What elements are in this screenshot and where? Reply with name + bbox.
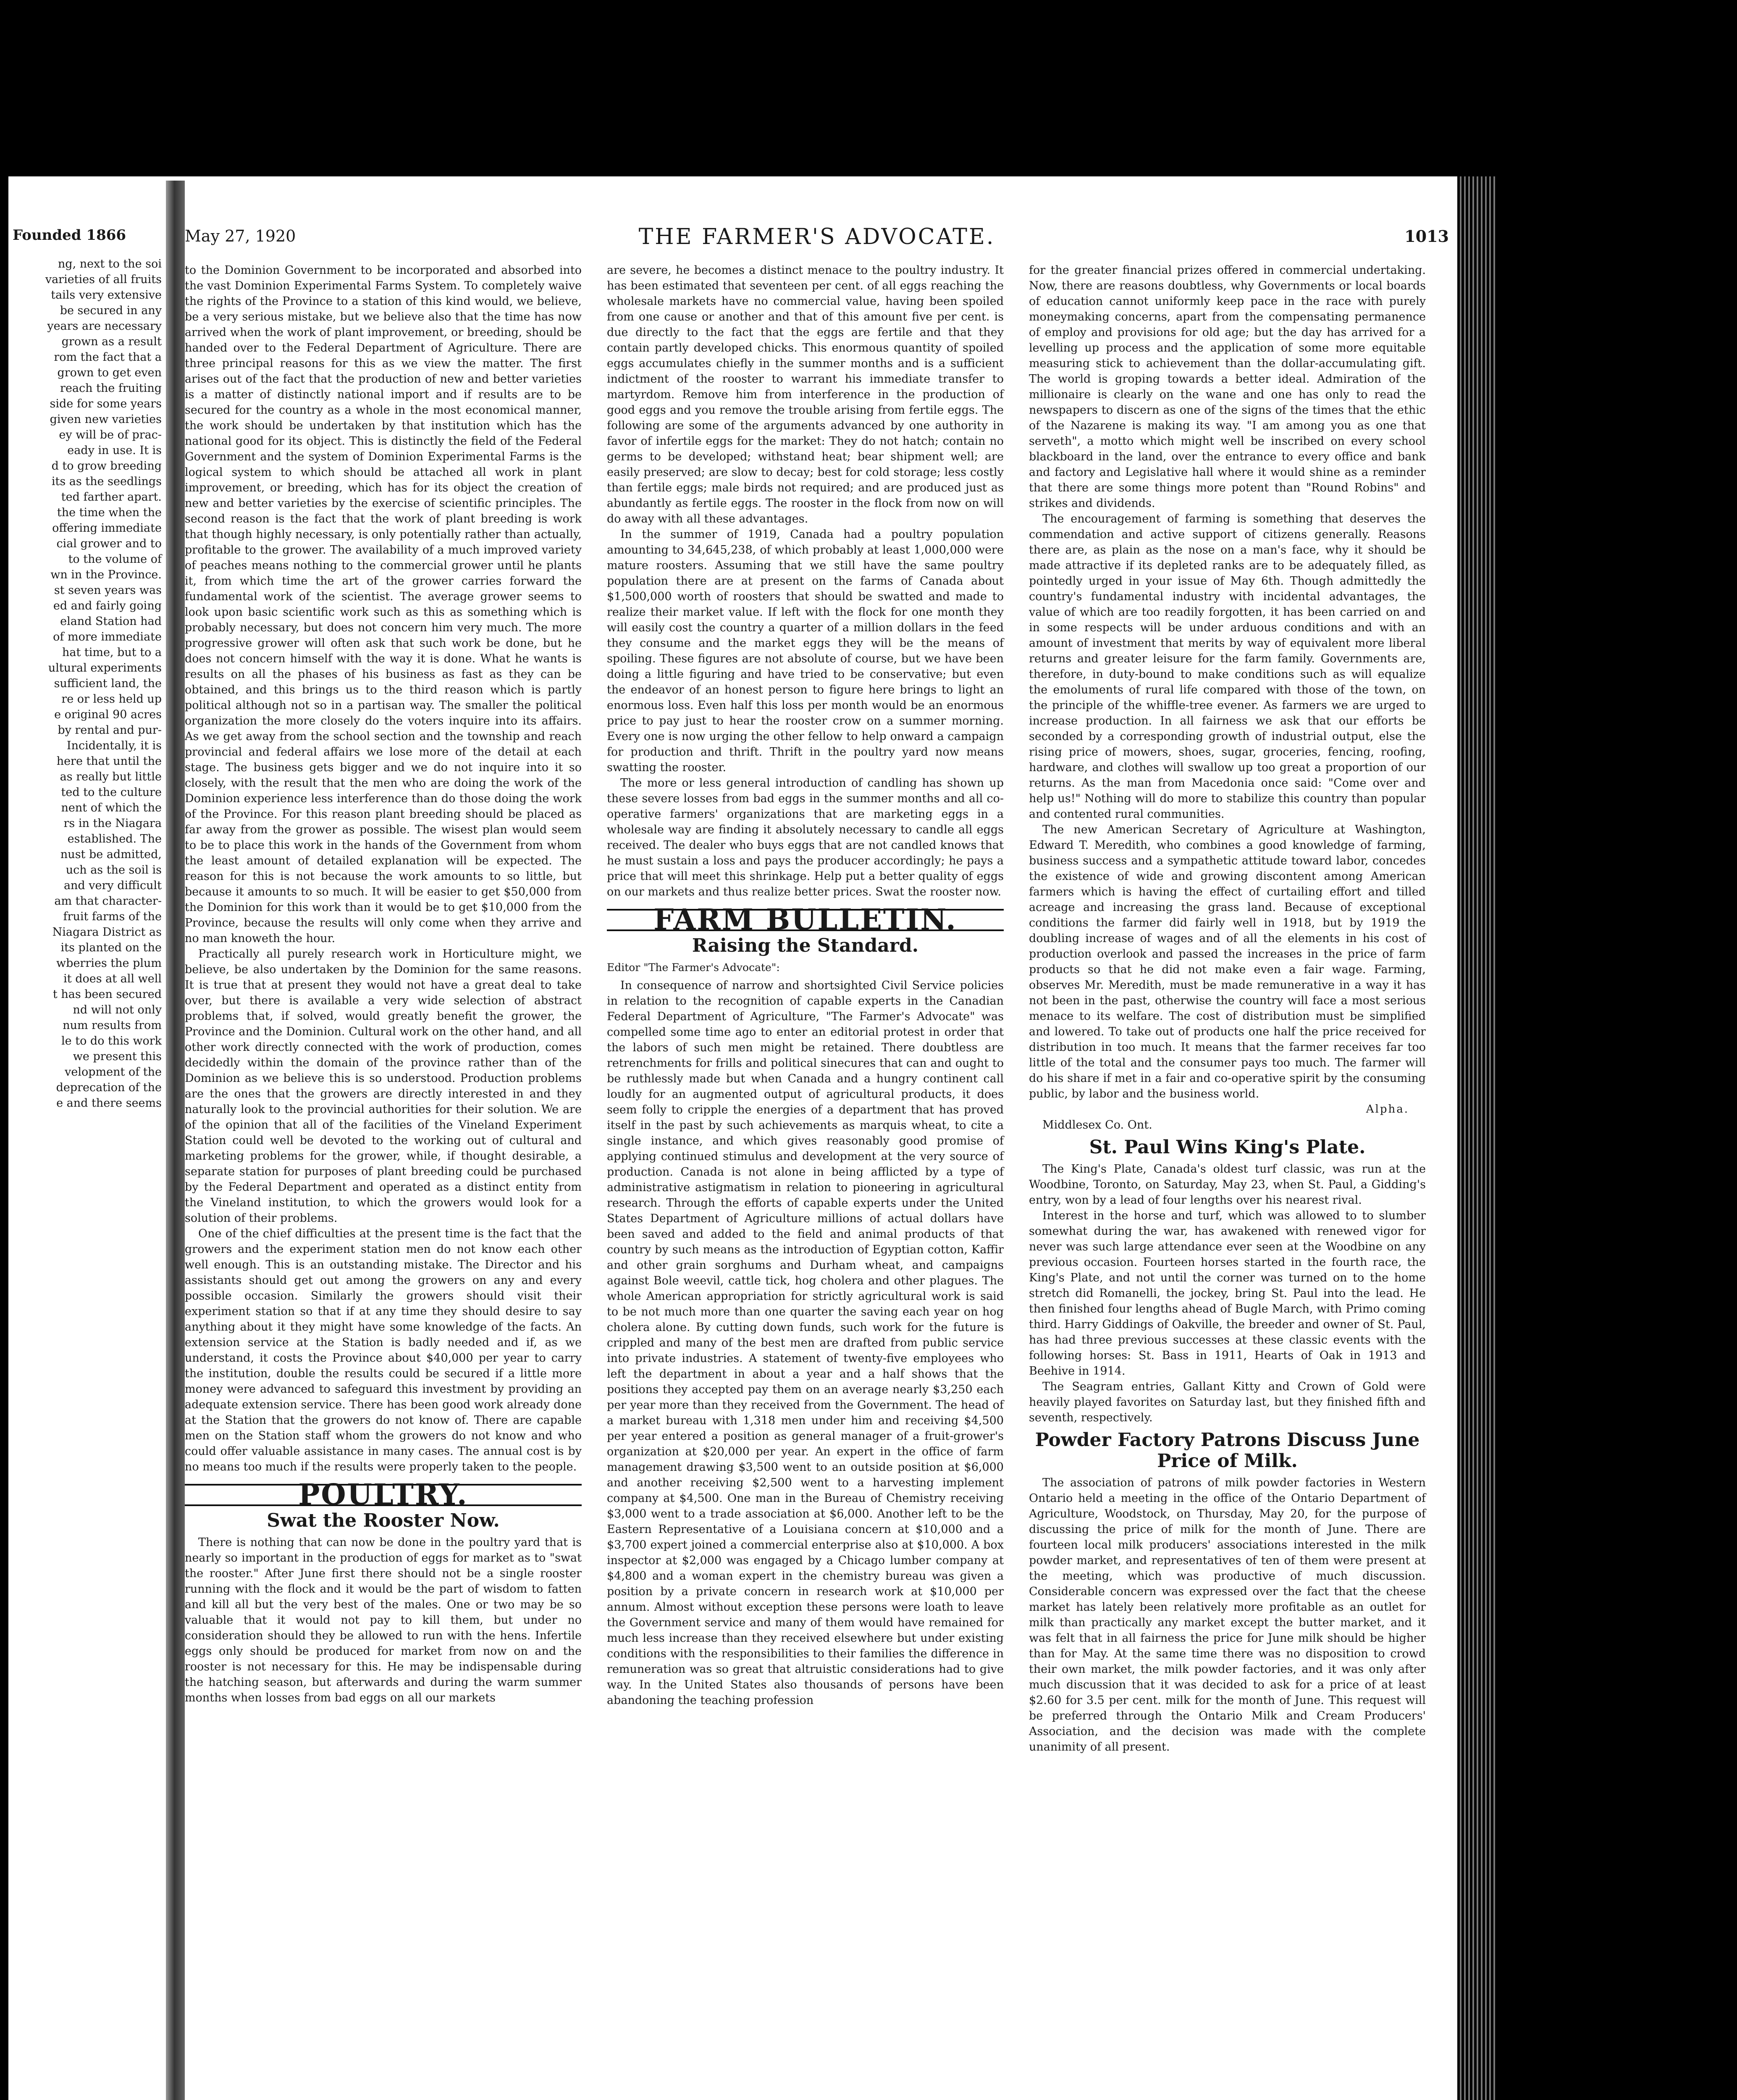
plant-breeding-editorial — [185, 262, 582, 1475]
page-number: 1013 — [1404, 227, 1449, 246]
paragraph: Practically all purely research work in Horticulture might, we believe, be also undertaken by the Dominion for the same reasons. It is true that at present they would not have a great deal to take over, but there is available a very wide selection of abstract problems that, if solved, would greatly benefit the grower, the Province and the Dominion. Cultural work on the other hand, and all other work directly connected with the work of production, comes decidedly within the domain of the province rather than of the Dominion as we believe this is so understood. Production problems are the ones that the growers are directly interested in and they naturally look to the provincial authorities for their solution. We are of the opinion that all of the facilities of the Vineland Experiment Station could well be devoted to the working out of cultural and marketing problems for the grower, while, if thought desirable, a separate station for purposes of plant breeding could be purchased by the Federal Department and operated as a distinct entity from the Vineland institution, to which the growers would look for a solution of their problems. — [185, 948, 582, 1225]
paragraph: The King's Plate, Canada's oldest turf classic, was run at the Woodbine, Toronto, on Saturday, May 23, when St. Paul, a Gidding's entry, won by a lead of four lengths over his nearest rival. — [1029, 1163, 1426, 1207]
paragraph: The association of patrons of milk powder factories in Western Ontario held a meeting in the office of the Ontario Department of Agriculture, Woodstock, on Thursday, May 20, for the purpose of discussing the price of milk for the month of June. There are fourteen local milk producers' associations interested in the milk powder market, and representatives of ten of them were present at the meeting, which was productive of much discussion. Considerable concern was expressed over the fact that the cheese market has lately been relatively more profitable as an outlet for milk than practically any market except the butter market, and it was felt that in all fairness the price for June milk should be higher than for May. At the same time there was no disposition to crowd their own market, the milk powder factories, and it was only after much discussion that it was decided to ask for a price of at least $2.60 for 3.5 per cent. milk for the month of June. This request will be preferred through the Ontario Milk and Cream Producers' Association, and the decision was made with the complete unanimity of all present. — [1029, 1476, 1426, 1754]
text-fragment: to the volume of — [68, 553, 162, 566]
text-fragment: velopment of the — [65, 1066, 162, 1079]
text-fragment: nd will not only — [73, 1003, 162, 1016]
page — [185, 181, 1457, 2100]
text-fragment: side for some years — [50, 397, 162, 410]
text-fragment: eland Station had — [60, 615, 162, 628]
column-2 — [607, 262, 1004, 1708]
text-fragment: be secured in any — [60, 304, 162, 317]
paragraph: for the greater financial prizes offered in commercial undertaking. Now, there are reasons doubtless, why Governments or local boards of education cannot uniformly keep pace in the race with purely moneymaking concerns, apart from the compensating permanence of employ and provisions for old age; but the day has arrived for a levelling up process and the application of some more equitable measuring stick to achievement than the dollar-accumulating gift. The world is groping towards a better ideal. Admiration of the millionaire is clearly on the wane and one has only to read the newspapers to discern as one of the signs of the times that the ethic of the Nazarene is making its way. "I am among you as one that serveth", a motto which might well be inscribed on every school blackboard in the land, over the entrance to every office and bank and factory and Legislative hall where it would shine as a reminder that there are some things more potent than "Round Robins" and strikes and dividends. — [1029, 264, 1426, 510]
text-fragment: years are necessary — [47, 320, 162, 333]
text-fragment: st seven years was — [54, 584, 162, 597]
article-heading: St. Paul Wins King's Plate. — [1089, 1137, 1366, 1158]
section-heading-farm-bulletin: FARM BULLETIN. — [607, 909, 1004, 931]
text-fragment: e original 90 acres — [54, 708, 162, 721]
text-fragment: its planted on the — [60, 941, 162, 954]
text-fragment: grown as a result — [61, 335, 162, 348]
text-fragment: t has been secured — [52, 988, 162, 1001]
left-page-fragment — [8, 181, 166, 2100]
paragraph: There is nothing that can now be done in the poultry yard that is nearly so important in the production of eggs for market as to "swat the rooster." After June first there should not be a single rooster running with the flock and it would be the part of wisdom to fatten and kill all but the very best of the males. One or two may be so valuable that it would not pay to kill them, but under no consideration should they be allowed to run with the hens. Infertile eggs only should be produced for market from now on and the rooster is not necessary for this. He may be indispensable during the hatching season, but afterwards and during the warm summer months when losses from bad eggs on all our markets — [185, 1536, 582, 1704]
article-heading: Raising the Standard. — [692, 935, 919, 956]
text-fragment: here that until the — [56, 755, 162, 768]
text-fragment: and very difficult — [63, 879, 162, 892]
paragraph: The Seagram entries, Gallant Kitty and Crown of Gold were heavily played favorites on Saturday last, but they finished fifth and seventh, respectively. — [1029, 1380, 1426, 1424]
text-fragment: rs in the Niagara — [63, 817, 162, 830]
text-fragment: ted farther apart. — [61, 491, 162, 504]
paragraph: Interest in the horse and turf, which was allowed to to slumber somewhat during the war, has awakened with renewed vigor for never was such large attendance ever seen at the Woodbine on any previous occasion. Fourteen horses started in the fourth race, the King's Plate, and not until the corner was turned on to the home stretch did Romanelli, the jockey, bring St. Paul into the lead. He then finished four lengths ahead of Bugle March, with Primo coming third. Harry Giddings of Oakville, the breeder and owner of St. Paul, has had three previous successes at these classic events with the following horses: St. Bass in 1911, Hearts of Oak in 1913 and Beehive in 1914. — [1029, 1209, 1426, 1378]
editor-salutation: Editor "The Farmer's Advocate": — [607, 961, 780, 974]
left-page-text — [8, 256, 166, 1111]
scan-border-right — [1495, 176, 1737, 2100]
article-heading: Powder Factory Patrons Discuss June Price of Milk. — [1035, 1429, 1420, 1472]
paragraph: are severe, he becomes a distinct menace to the poultry industry. It has been estimated that seventeen per cent. of all eggs reaching the wholesale markets have no commercial value, having been spoiled from one cause or another and that of this amount five per cent. is due directly to the fact that the eggs are fertile and that they contain partly developed chicks. This enormous quantity of spoiled eggs accumulates chiefly in the summer months and is a sufficient indictment of the rooster to warrant his immediate transfer to martyrdom. Remove him from interference in the production of good eggs and you remove the trouble arising from fertile eggs. The following are some of the arguments advanced by one authority in favor of infertile eggs for the market: They do not hatch; contain no germs to be developed; withstand heat; bear shipment well; are easily preserved; are slow to decay; best for cold storage; less costly than fertile eggs; male birds not required; and are produced just as abundantly as fertile eggs. The rooster in the flock from now on will do away with all these advantages. — [607, 264, 1004, 525]
scan-border-left — [0, 0, 8, 2100]
text-fragment: tails very extensive — [51, 289, 162, 302]
text-fragment: cial grower and to — [56, 537, 162, 550]
text-fragment: wn in the Province. — [50, 568, 162, 581]
paragraph: In the summer of 1919, Canada had a poultry population amounting to 34,645,238, of which probably at least 1,000,000 were mature roosters. Assuming that we still have the same poultry population there are at present on the farms of Canada about $1,500,000 worth of roosters that should be swatted and made to realize their market value. If left with the flock for one month they will easily cost the country a quarter of a million dollars in the feed they consume and the market eggs they will be the means of spoiling. These figures are not absolute of course, but we have been doing a little figuring and have tried to be conservative; but even the endeavor of an honest person to figure here brings to light an enormous loss. Even half this loss per month would be an enormous price to pay just to hear the rooster crow on a summer morning. Every one is now urging the other fellow to help onward a campaign for production and thrift. Thrift in the poultry yard now means swatting the rooster. — [607, 528, 1004, 774]
paragraph: to the Dominion Government to be incorporated and absorbed into the vast Dominion Experimental Farms System. To completely waive the rights of the Province to a station of this kind would, we believe, be a very serious mistake, but we believe also that the time has now arrived when the work of plant improvement, or breeding, should be handed over to the Federal Department of Agriculture. There are three principal reasons for this as we view the matter. The first arises out of the fact that the production of new and better varieties is a matter of distinctly national import and if results are to be secured for the country as a whole in the most economical manner, the work should be undertaken by that institution which has the national good for its object. This is distinctly the field of the Federal Government and the system of Dominion Experimental Farms is the logical system to which should be attached all work in plant improvement, or breeding, which has for its object the creation of new and better varieties by the exercise of scientific principles. The second reason is the fact that the work of plant breeding is work that though highly necessary, is only potentially rather than actually, profitable to the grower. The availability of a much improved variety of peaches means nothing to the commercial grower until he plants it, from which time the art of the grower carries forward the fundamental work of the scientist. The average grower seems to look upon basic scientific work such as this as something which is probably necessary, but does not concern him very much. The more progressive grower will often ask that such work be done, but he does not concern himself with the way it is done. What he wants is results on all the phases of his business as fast as they can be obtained, and this brings us to the third reason which is partly political although not so in a partisan way. The smaller the political organization the more closely do the voters inquire into its affairs. As we get away from the school section and the township and reach provincial and federal affairs we lose more of the detail at each stage. The business gets bigger and we do not inquire into it so closely, with the result that the men who are doing the work of the Dominion experience less interference than do those doing the work of the Province. For this reason plant breeding should be placed as far away from the grower as possible. The wisest plan would seem to be to place this work in the hands of the Government from whom the least amount of detailed explanation will be expected. The reason for this is not because the work amounts to so little, but because it amounts to so much. It will be easier to get $50,000 from the Dominion for this work than it would be to get $10,000 from the Province, because the results will only come when they arrive and no man knoweth the hour. — [185, 264, 582, 945]
letter-place: Middlesex Co. Ont. — [1042, 1118, 1152, 1131]
text-fragment: re or less held up — [61, 693, 162, 706]
text-fragment: hat time, but to a — [62, 646, 162, 659]
text-fragment: varieties of all fruits — [45, 273, 162, 286]
book-gutter — [166, 181, 185, 2100]
text-fragment: ted to the culture — [61, 786, 162, 799]
left-running-head: Founded 1866 — [13, 227, 126, 244]
text-fragment: am that character- — [54, 895, 162, 908]
section-heading-poultry: POULTRY. — [185, 1484, 582, 1506]
text-fragment: nust be admitted, — [60, 848, 162, 861]
paragraph: The new American Secretary of Agriculture at Washington, Edward T. Meredith, who combines a good knowledge of farming, business success and a sympathetic attitude toward labor, concedes the existence of wide and growing discontent among American farmers which is having the effect of curtailing effort and tilled acreage and increasing the grass land. Because of exceptional conditions the farmer did fairly well in 1918, but by 1919 the doubling increase of wages and of all the elements in his cost of production overlook and passed the increases in the price of farm products so that he did not make even a fair wage. Farming, observes Mr. Meredith, must be made remunerative in a way it has not been in the past, otherwise the country will face a most serious menace to its welfare. The cost of distribution must be simplified and lowered. To take out of products one half the price received for distribution in too much. It means that the farmer receives far too little of the total and the consumer pays too much. The farmer will do his share if met in a fair and co-operative spirit by the consuming public, by labor and the business world. — [1029, 823, 1426, 1100]
column-3 — [1029, 262, 1426, 1755]
issue-date: May 27, 1920 — [185, 227, 296, 245]
text-fragment: the time when the — [57, 506, 162, 519]
text-fragment: eady in use. It is — [67, 444, 162, 457]
text-fragment: grown to get even — [57, 366, 162, 379]
text-fragment: deprecation of the — [56, 1081, 162, 1094]
letter-signoff: Alpha. — [1366, 1103, 1409, 1116]
text-fragment: as really but little — [60, 770, 162, 783]
text-fragment: given new varieties — [50, 413, 162, 426]
text-fragment: by rental and pur- — [58, 724, 162, 737]
text-fragment: offering immediate — [52, 522, 162, 535]
article-heading: Swat the Rooster Now. — [267, 1510, 500, 1531]
text-fragment: ey will be of prac- — [59, 428, 162, 441]
text-fragment: Niagara District as — [52, 926, 162, 939]
text-fragment: uch as the soil is — [66, 864, 162, 877]
text-fragment: fruit farms of the — [63, 910, 162, 923]
text-fragment: of more immediate — [53, 630, 162, 643]
text-fragment: ed and fairly going — [53, 599, 162, 612]
page-header — [185, 224, 1449, 252]
column-1 — [185, 262, 582, 1706]
paragraph: The encouragement of farming is something that deserves the commendation and active support of citizens generally. Reasons there are, as plain as the nose on a man's face, why it should be made attractive if its depleted ranks are to be adequately filled, as pointedly urged in your issue of May 6th. Though admittedly the country's fundamental industry with incidental advantages, the value of which are too readily forgotten, it has been carried on and in some respects will be under arduous conditions and with an amount of investment that merits by way of equivalent more liberal returns and greater leisure for the farm family. Governments are, therefore, in duty-bound to make conditions such as will equalize the emoluments of rural life compared with those of the town, on the principle of the whiffle-tree evener. As farmers we are urged to increase production. In all fairness we ask that our efforts be seconded by a corresponding growth of industrial output, else the rising price of mowers, shoes, sugar, groceries, fencing, roofing, hardware, and clothes will swallow up too great a proportion of our returns. As the man from Macedonia once said: "Come over and help us!" Nothing will do more to stabilize this country than popular and contented rural communities. — [1029, 512, 1426, 821]
text-fragment: ng, next to the soi — [58, 257, 162, 270]
publication-title: THE FARMER'S ADVOCATE. — [638, 224, 995, 249]
text-fragment: established. The — [67, 832, 162, 845]
scan-border-top — [0, 0, 1737, 176]
text-fragment: d to grow breeding — [51, 459, 162, 472]
text-fragment: Incidentally, it is — [66, 739, 162, 752]
text-fragment: le to do this work — [61, 1034, 162, 1047]
text-fragment: wberries the plum — [56, 957, 162, 970]
text-fragment: its as the seedlings — [51, 475, 162, 488]
text-fragment: e and there seems — [56, 1097, 162, 1110]
text-fragment: reach the fruiting — [60, 382, 162, 395]
paragraph: In consequence of narrow and shortsighted Civil Service policies in relation to the recognition of capable experts in the Canadian Federal Department of Agriculture, "The Farmer's Advocate" was compelled some time ago to enter an editorial protest in order that the labors of such men might be retained. There doubtless are retrenchments for frills and political sinecures that can and ought to be ruthlessly made but when Canada and a hungry continent call loudly for an augmented output of agricultural products, it does seem folly to cripple the energies of a department that has proved itself in the past by such achievements as marquis wheat, to cite a single instance, and which gives reasonably good promise of applying continued stimulus and development at the very source of production. Canada is not alone in being afflicted by a type of administrative astigmatism in relation to pioneering in agricultural research. Through the efforts of capable experts under the United States Department of Agriculture millions of actual dollars have been saved and added to the field and animal products of that country by such means as the introduction of Egyptian cotton, Kaffir and other grain sorghums and Durham wheat, and campaigns against Bole weevil, cattle tick, hog cholera and other plagues. The whole American appropriation for strictly agricultural work is said to be not much more than one quarter the saving each year on hog cholera alone. By cutting down funds, such work for the future is crippled and many of the best men are drafted from public service into private industries. A statement of twenty-five employees who left the department in about a year and a half shows that the positions they accepted pay them on an average nearly $3,250 each per year more than they received from the Government. The head of a market bureau with 1,318 men under him and receiving $4,500 per year entered a position as general manager of a fruit-grower's organization at $20,000 per year. An expert in the office of farm management drawing $3,500 went to an outside position at $6,000 and another receiving $2,500 went to a harvesting implement company at $4,500. One man in the Bureau of Chemistry receiving $3,000 went to a trade association at $6,000. Another left to be the Eastern Representative of a Louisiana concern at $10,000 and a $3,700 expert joined a commercial enterprise also at $10,000. A box inspector at $2,000 was engaged by a Chicago lumber company at $4,800 and a woman expert in the chemistry bureau was given a position by a private concern in research work at $10,000 per annum. Almost without exception these persons were loath to leave the Government service and many of them would have remained for much less increase than they received elsewhere but under existing conditions with the responsibilities to their families the difference in remuneration was so great that altruistic considerations had to give way. In the United States also thousands of persons have been abandoning the teaching profession — [607, 979, 1004, 1707]
text-fragment: ultural experiments — [48, 662, 162, 675]
text-fragment: num results from — [63, 1019, 162, 1032]
paragraph: The more or less general introduction of candling has shown up these severe losses from bad eggs in the summer months and all co-operative farmers' organizations that are marketing eggs in a wholesale way are finding it absolutely necessary to candle all eggs received. The dealer who buys eggs that are not candled knows that he must sustain a loss and pays the producer accordingly; he pays a price that will meet this shrinkage. Help put a better quality of eggs on our markets and thus realize better prices. Swat the rooster now. — [607, 777, 1004, 898]
text-fragment: rom the fact that a — [54, 351, 162, 364]
text-fragment: nent of which the — [61, 801, 162, 814]
text-fragment: it does at all well — [63, 972, 162, 985]
text-fragment: sufficient land, the — [54, 677, 162, 690]
paragraph: One of the chief difficulties at the present time is the fact that the growers and the experiment station men do not know each other well enough. This is an outstanding mistake. The Director and his assistants should get out among the growers on any and every possible occasion. Similarly the growers should visit their experiment station so that if at any time they should desire to say anything about it they might have some knowledge of the facts. An extension service at the Station is badly needed and if, as we understand, it costs the Province about $40,000 per year to carry the institution, double the results could be secured if a little more money were advanced to safeguard this investment by providing an adequate extension service. There has been good work already done at the Station that the growers do not know of. There are capable men on the Station staff whom the growers do not know and who could offer valuable assistance in many cases. The annual cost is by no means too much if the results were properly taken to the people. — [185, 1227, 582, 1473]
text-fragment: we present this — [73, 1050, 162, 1063]
page-edges — [1457, 176, 1495, 2100]
